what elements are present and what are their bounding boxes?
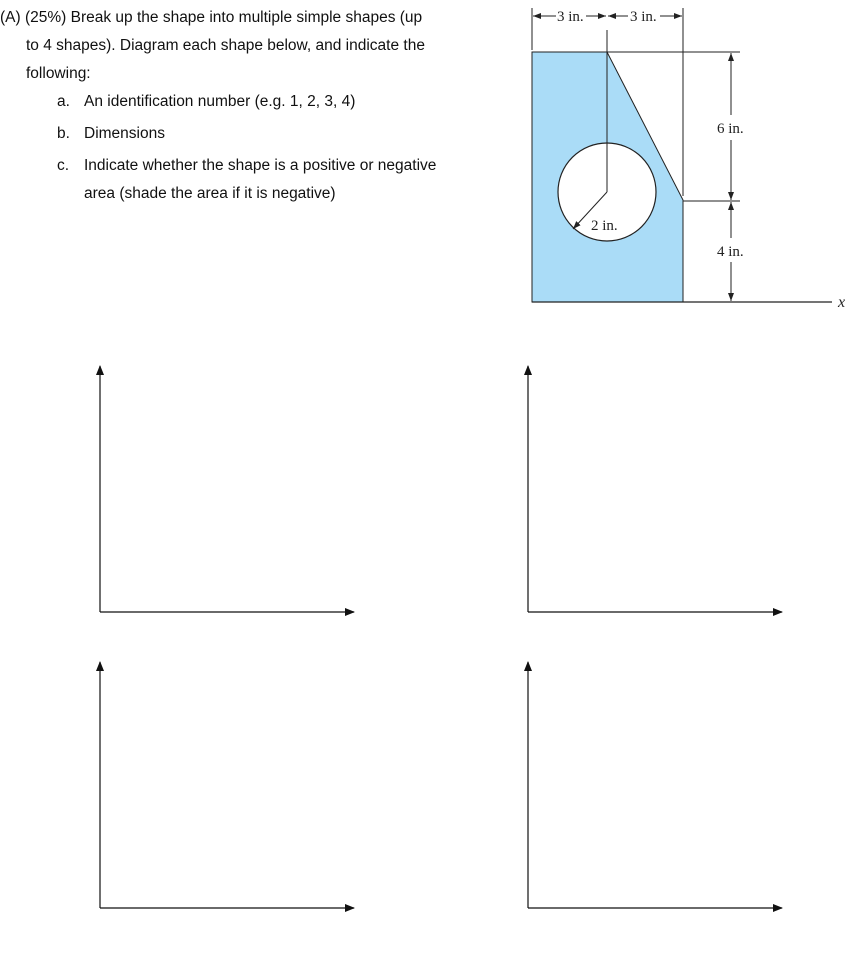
item-a-text: An identification number (e.g. 1, 2, 3, 4) bbox=[84, 93, 356, 110]
question-line-2: to 4 shapes). Diagram each shape below, and indicate the bbox=[26, 37, 425, 54]
reference-figure bbox=[532, 8, 845, 311]
x-axis-label: x bbox=[838, 294, 846, 311]
right-dimension-upper-label: 6 in. bbox=[717, 121, 744, 137]
item-c-letter: c. bbox=[57, 157, 70, 174]
answer-axes-3 bbox=[100, 662, 354, 908]
item-c-text-line-2: area (shade the area if it is negative) bbox=[84, 185, 336, 202]
radius-label: 2 in. bbox=[591, 218, 618, 234]
top-dimension-right-label: 3 in. bbox=[630, 9, 657, 25]
answer-axes-2 bbox=[528, 366, 782, 612]
top-dimension-left-label: 3 in. bbox=[557, 9, 584, 25]
question-line-1: (A) (25%) Break up the shape into multiple simple shapes (up bbox=[0, 9, 423, 26]
item-a-letter: a. bbox=[57, 93, 70, 110]
item-c-text-line-1: Indicate whether the shape is a positive or negative bbox=[84, 157, 437, 174]
answer-axes-1 bbox=[100, 366, 354, 612]
right-dimension-lower-label: 4 in. bbox=[717, 244, 744, 260]
item-b-text: Dimensions bbox=[84, 125, 165, 142]
answer-axes-4 bbox=[528, 662, 782, 908]
question-line-3: following: bbox=[26, 65, 91, 82]
item-b-letter: b. bbox=[57, 125, 70, 142]
